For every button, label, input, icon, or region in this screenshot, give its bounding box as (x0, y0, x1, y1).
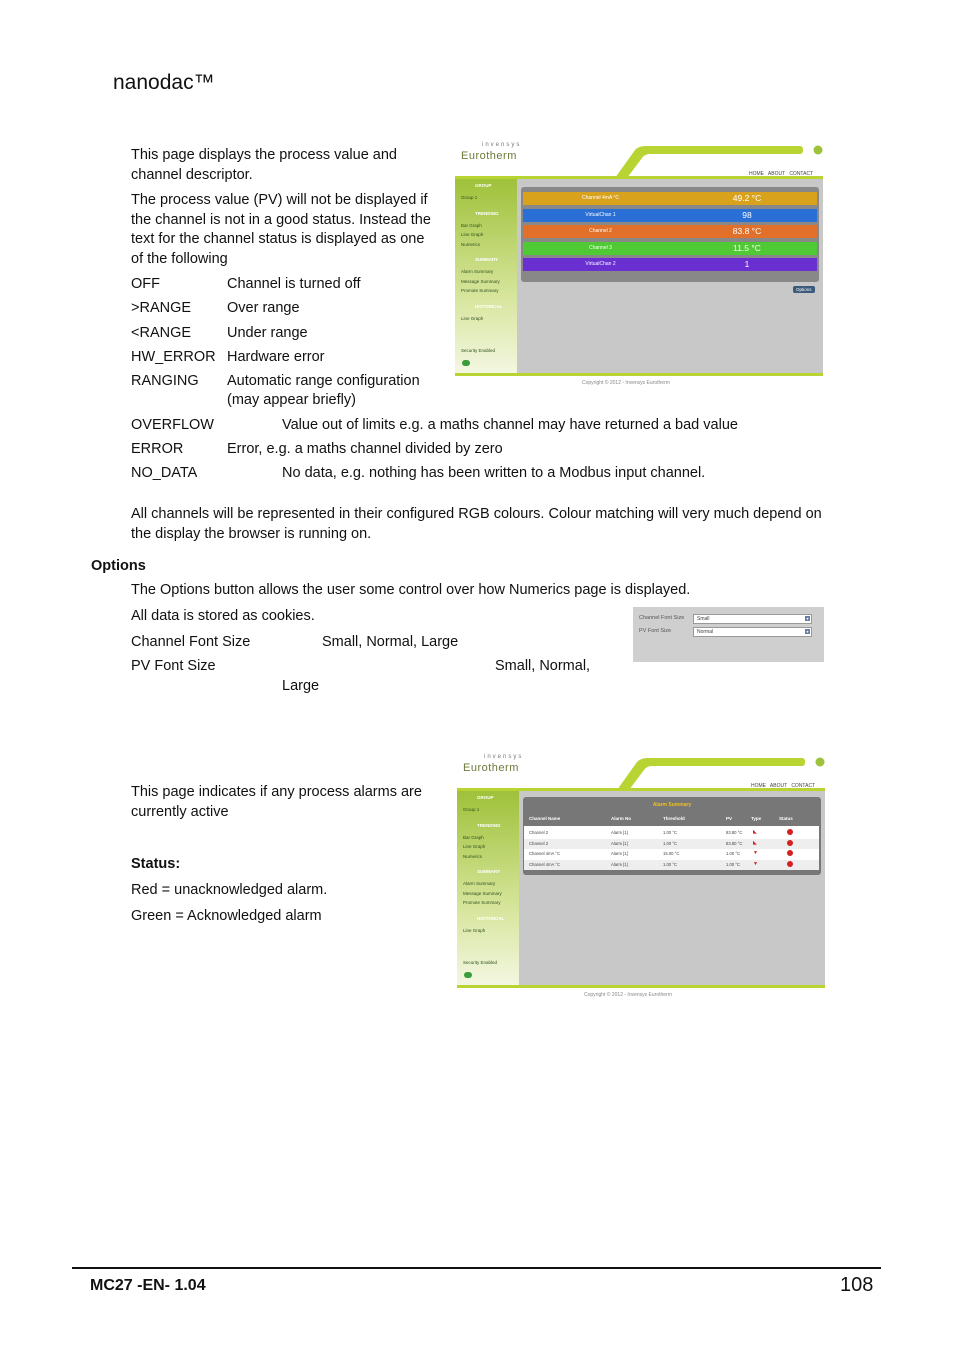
status-description: Value out of limits e.g. a maths channel may have returned a bad value (282, 417, 738, 433)
opt-channel-font-select[interactable] (693, 614, 812, 624)
brand-logo: Eurotherm (461, 150, 517, 162)
sidebar-item[interactable]: Line Graph (463, 844, 486, 849)
nav-about[interactable]: ABOUT (767, 171, 786, 177)
opt-pv-font-label: PV Font Size (639, 628, 672, 634)
sidebar-item[interactable]: Message Summary (461, 278, 500, 284)
opt-pv-font-select[interactable] (693, 627, 812, 637)
channel-name: Channel 3 (589, 244, 612, 251)
alarm-type-icon: ▼ (753, 850, 758, 856)
status-description: No data, e.g. nothing has been written to a Modbus input channel. (282, 465, 706, 481)
channel-value: 11.5 °C (733, 242, 761, 253)
nav-contact[interactable]: CONTACT (789, 171, 814, 177)
status-code: <RANGE (131, 325, 192, 341)
status-description: Automatic range configuration (227, 373, 420, 389)
alarm-column-header[interactable]: Threshold (663, 816, 685, 821)
status-green: Green = Acknowledged alarm (131, 908, 322, 924)
sidebar-heading: HISTORICAL (475, 303, 503, 309)
brand-small: invensys (484, 754, 524, 760)
status-code: OVERFLOW (131, 417, 214, 433)
security-toggle[interactable] (462, 360, 470, 366)
options-button[interactable]: Options (793, 286, 815, 293)
channel-bar (523, 192, 817, 205)
alarm-cell: Alarm [1] (611, 840, 628, 846)
alarm-cell: Alarm [1] (611, 830, 628, 835)
brand-small: invensys (482, 142, 522, 148)
sidebar-item[interactable]: Promote Summary (461, 288, 499, 293)
nav-about[interactable]: ABOUT (769, 783, 788, 789)
nav-home[interactable]: HOME (749, 171, 764, 177)
nav-contact[interactable]: CONTACT (791, 783, 816, 789)
status-code: RANGING (131, 373, 199, 389)
channel-name: Channel 2 (589, 228, 612, 234)
alarm-cell: Alarm [1] (611, 851, 628, 856)
sidebar-item[interactable]: Line Graph (461, 232, 484, 237)
channel-bar (523, 258, 817, 271)
alarm-cell: 83.80 °C (726, 840, 743, 846)
alarm-column-header[interactable]: Alarm No (611, 816, 632, 821)
sidebar-item[interactable]: Alarm Summary (463, 881, 496, 886)
channel-value: 49.2 °C (732, 193, 762, 203)
alarm-cell: 1.00 °C (663, 830, 678, 835)
alarm-cell: Channel 2 (529, 830, 549, 835)
alarm-status-icon[interactable] (787, 840, 793, 846)
channel-value: 1 (744, 259, 750, 269)
status-code: OFF (131, 276, 160, 292)
status-description: Hardware error (227, 349, 325, 365)
security-label: Security Enabled (463, 960, 498, 965)
channel-bar (523, 209, 817, 222)
status-description: Under range (227, 325, 308, 341)
footer-doc-id: MC27 -EN- 1.04 (90, 1277, 206, 1294)
status-code: NO_DATA (131, 465, 198, 481)
alarm-cell: Channel 2 (529, 840, 549, 846)
footer-page-number: 108 (840, 1274, 874, 1296)
alarm-column-header[interactable]: Channel Name (529, 816, 561, 821)
status-code: HW_ERROR (131, 349, 216, 365)
alarm-summary-screenshot (457, 752, 825, 1004)
opt-channel-font-label: Channel Font Size (639, 615, 685, 621)
alarm-cell: 1.00 °C (726, 861, 741, 867)
channel-bar (523, 225, 817, 238)
status-heading: Status: (131, 856, 181, 872)
alarm-status-icon[interactable] (787, 850, 793, 856)
channel-name: Channel 4mA °C (581, 195, 620, 201)
alarm-cell: 1.00 °C (726, 851, 741, 856)
option-values-pv-font: Small, Normal, (495, 658, 591, 674)
channel-value: 98 (742, 209, 752, 220)
options-line-1: The Options button allows the user some control over how Numerics page is displayed. (131, 582, 691, 598)
sidebar-heading: TRENDING (477, 822, 501, 828)
alarm-content (519, 791, 825, 985)
option-values-pv-font-cont: Large (282, 678, 320, 694)
sidebar-item[interactable]: Bar Graph (463, 834, 484, 840)
footer-bar (455, 373, 823, 376)
option-label-channel-font: Channel Font Size (131, 634, 251, 650)
alarms-intro: This page indicates if any process alarms are currently active (131, 784, 422, 820)
sidebar-item[interactable]: Message Summary (463, 890, 502, 896)
status-red: Red = unacknowledged alarm. (131, 882, 328, 898)
sidebar-heading: SUMMARY (475, 257, 499, 262)
sidebar-item[interactable]: Group 1 (461, 195, 478, 200)
sidebar-item[interactable]: Bar Graph (461, 222, 482, 228)
alarm-cell: 1.00 °C (663, 861, 678, 867)
alarm-cell: 15.00 °C (663, 851, 680, 856)
sidebar-item[interactable]: Group 1 (463, 807, 480, 812)
numerics-content (517, 179, 823, 373)
alarm-column-header[interactable]: PV (726, 816, 733, 821)
sidebar-heading: SUMMARY (477, 869, 501, 874)
option-values-channel-font: Small, Normal, Large (322, 634, 459, 650)
status-code: ERROR (131, 441, 184, 457)
channel-name: VirtualChan 1 (585, 211, 616, 218)
channel-value: 83.8 °C (732, 226, 762, 236)
sidebar-heading: GROUP (477, 795, 494, 800)
alarm-column-header[interactable]: Status (779, 816, 793, 821)
alarm-type-icon: ▼ (753, 860, 758, 867)
channel-bar (523, 242, 817, 255)
copyright: Copyright © 2012 - Invensys Eurotherm (582, 380, 670, 386)
options-line-2: All data is stored as cookies. (131, 608, 315, 624)
top-nav (749, 171, 813, 177)
alarm-cell: 83.80 °C (726, 830, 743, 835)
sidebar-item[interactable]: Line Graph (463, 927, 486, 933)
brand-logo: Eurotherm (463, 762, 519, 774)
nav-home[interactable]: HOME (751, 783, 766, 789)
security-toggle[interactable] (464, 972, 472, 978)
footer-rule (72, 1267, 881, 1269)
status-description: Over range (227, 300, 300, 316)
opt-pv-font-value: Normal (697, 628, 714, 635)
sidebar-heading: TRENDING (475, 210, 499, 216)
sidebar-heading: HISTORICAL (477, 915, 505, 921)
alarm-status-icon[interactable] (787, 829, 793, 835)
chevron-down-icon: ▾ (806, 629, 809, 634)
sidebar-heading: GROUP (475, 183, 492, 188)
numerics-intro-1: This page displays the process value and channel descriptor. (131, 147, 397, 183)
status-description-cont: (may appear briefly) (227, 392, 356, 408)
copyright: Copyright © 2012 - Invensys Eurotherm (584, 992, 672, 998)
alarm-type-icon: ◣ (753, 829, 757, 835)
status-code: >RANGE (131, 300, 192, 316)
sidebar (455, 179, 517, 373)
top-nav (751, 783, 815, 789)
channel-name: VirtualChan 2 (585, 261, 616, 267)
alarm-cell: Alarm [1] (611, 861, 628, 867)
numerics-intro-2: The process value (PV) will not be displayed if the channel is not in a good status. Instead the text for the channel status is displayed as one of the following (131, 192, 431, 267)
alarm-cell: Channel 4mA °C (529, 861, 561, 867)
security-label: Security Enabled (461, 348, 496, 353)
numerics-screenshot (455, 140, 823, 390)
alarm-cell: 1.00 °C (663, 840, 678, 846)
sidebar-item[interactable]: Line Graph (461, 315, 484, 321)
footer-bar (457, 985, 825, 988)
sidebar-item[interactable]: Numerics (461, 241, 481, 247)
alarm-status-icon[interactable] (787, 861, 793, 867)
sidebar (457, 791, 519, 985)
sidebar-item[interactable]: Promote Summary (463, 900, 501, 905)
status-description: Error, e.g. a maths channel divided by zero (227, 441, 503, 457)
alarm-column-header[interactable]: Type (751, 816, 762, 821)
alarm-type-icon: ◣ (753, 839, 757, 846)
status-description: Channel is turned off (227, 276, 361, 292)
sidebar-item[interactable]: Alarm Summary (461, 269, 494, 274)
opt-channel-font-value: Small (697, 615, 710, 622)
colours-note: All channels will be represented in their configured RGB colours. Colour matching will very much depend on the display the browser is running on. (131, 506, 822, 542)
options-heading: Options (91, 558, 146, 574)
chevron-down-icon: ▾ (806, 616, 809, 621)
options-screenshot (633, 607, 824, 662)
option-label-pv-font: PV Font Size (131, 658, 216, 674)
alarm-cell: Channel 4mA °C (529, 851, 561, 856)
alarm-table-title: Alarm Summary (652, 802, 692, 808)
page-header-title: nanodac™ (113, 71, 215, 94)
sidebar-item[interactable]: Numerics (463, 853, 483, 859)
